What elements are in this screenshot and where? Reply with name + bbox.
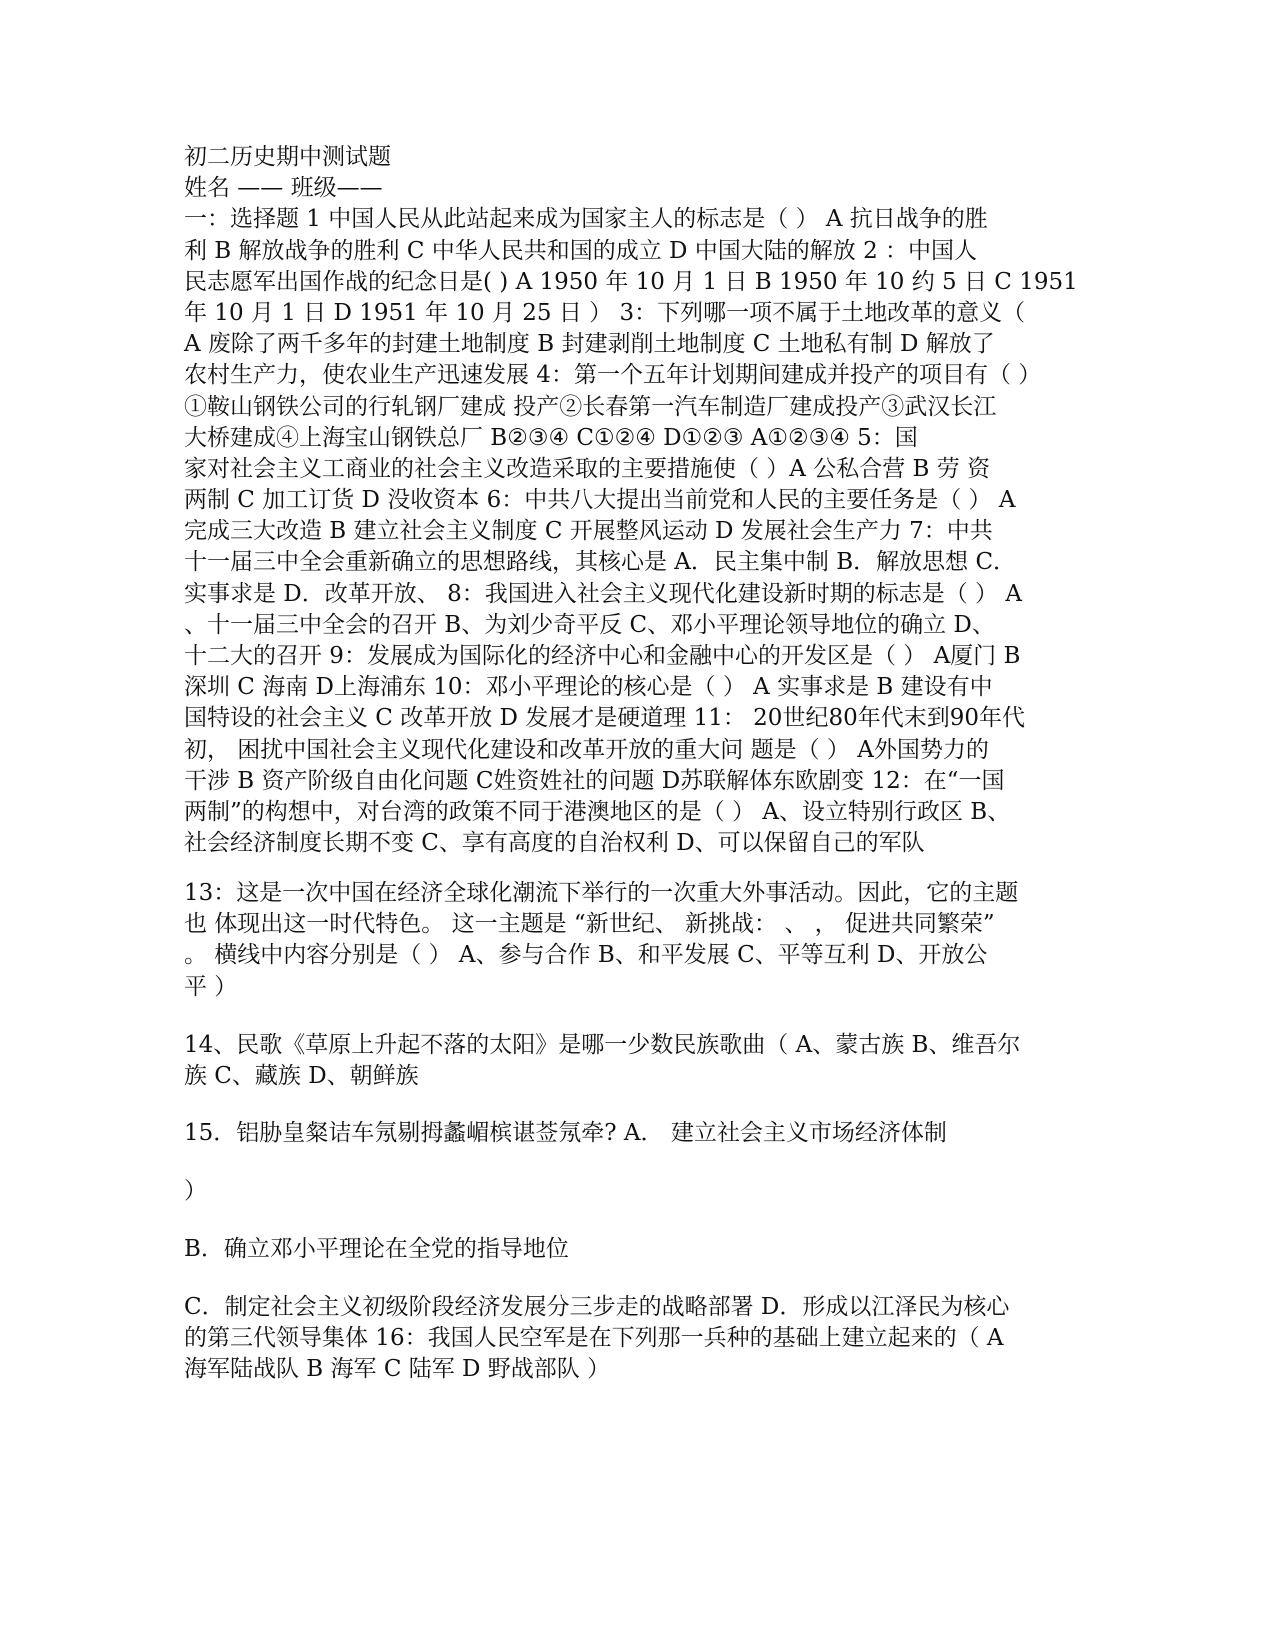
text-line: 海军陆战队 B 海军 C 陆军 D 野战部队 ）: [184, 1356, 611, 1383]
question-15-option-b: [184, 1234, 1084, 1265]
text-line: ①鞍山钢铁公司的行轧钢厂建成 投产②长春第一汽车制造厂建成投产③武汉长江: [184, 393, 997, 420]
text-line: B．确立邓小平理论在全党的指导地位: [184, 1236, 569, 1262]
text-line: 14、民歌《草原上升起不落的太阳》是哪一少数民族歌曲（ A、蒙古族 B、维吾尔: [184, 1032, 1021, 1058]
text-line: 社会经济制度长期不变 C、享有高度的自治权利 D、可以保留自己的军队: [184, 830, 925, 857]
text-line: 的第三代领导集体 16：我国人民空军是在下列那一兵种的基础上建立起来的（ A: [184, 1325, 1004, 1352]
text-line: 也 体现出这一时代特色。 这一主题是 “新世纪、 新挑战： 、 ， 促进共同繁荣”: [184, 911, 995, 938]
text-line: 完成三大改造 B 建立社会主义制度 C 开展整风运动 D 发展社会生产力 7：中共: [184, 518, 993, 545]
text-line: 民志愿军出国作战的纪念日是( ) A 1950 年 10 月 1 日 B 1950 年 10 约 5 日 C 1951: [184, 268, 1078, 295]
text-line: 13：这是一次中国在经济全球化潮流下举行的一次重大外事活动。因此，它的主题: [184, 880, 1019, 906]
question-14: [184, 1030, 1084, 1092]
question-15-paren: [184, 1176, 1084, 1207]
text-line: 家对社会主义工商业的社会主义改造采取的主要措施使（ ）A 公私合营 B 劳 资: [184, 455, 991, 482]
text-line: 一：选择题 1 中国人民从此站起来成为国家主人的标志是（ ） A 抗日战争的胜: [184, 206, 988, 233]
text-line: 农村生产力，使农业生产迅速发展 4：第一个五年计划期间建成并投产的项目有（ ）: [184, 362, 1042, 389]
text-line: 干涉 B 资产阶级自由化问题 C姓资姓社的问题 D苏联解体东欧剧变 12：在“一国: [184, 767, 1005, 794]
text-line: 两制”的构想中，对台湾的政策不同于港澳地区的是（ ） A、设立特别行政区 B、: [184, 798, 1011, 825]
text-line: 年 10 月 1 日 D 1951 年 10 月 25 日 ） 3：下列哪一项不属于土地改革的意义（: [184, 299, 1026, 326]
text-line: 平 ）: [184, 973, 238, 1000]
question-15-stem: [184, 1118, 1084, 1149]
text-line: 族 C、藏族 D、朝鲜族: [184, 1063, 419, 1090]
text-line: ）: [184, 1178, 207, 1204]
text-line: A 废除了两千多年的封建土地制度 B 封建剥削土地制度 C 土地私有制 D 解放了: [184, 331, 995, 358]
text-line: 两制 C 加工订货 D 没收资本 6：中共八大提出当前党和人民的主要任务是（ ） A: [184, 487, 1016, 514]
text-line: 十一届三中全会重新确立的思想路线，其核心是 A．民主集中制 B．解放思想 C．: [184, 549, 1017, 576]
text-line: C．制定社会主义初级阶段经济发展分三步走的战略部署 D．形成以江泽民为核心: [184, 1294, 1010, 1320]
text-line: 十二大的召开 9：发展成为国际化的经济中心和金融中心的开发区是（ ） A厦门 B: [184, 643, 1021, 669]
text-line: 大桥建成④上海宝山钢铁总厂 B②③④ C①②④ D①②③ A①②③④ 5：国: [184, 424, 918, 451]
header-and-questions-1-12: [184, 142, 1084, 859]
text-line: 初， 困扰中国社会主义现代化建设和改革开放的重大问 题是（ ） A外国势力的: [184, 736, 989, 763]
question-13: [184, 878, 1084, 1003]
text-line: 深圳 C 海南 D上海浦东 10：邓小平理论的核心是（ ） A 实事求是 B 建设有中: [184, 674, 993, 701]
text-line: 初二历史期中测试题: [184, 144, 391, 170]
text-line: 、十一届三中全会的召开 B、为刘少奇平反 C、邓小平理论领导地位的确立 D、: [184, 611, 995, 638]
text-line: 利 B 解放战争的胜利 C 中华人民共和国的成立 D 中国大陆的解放 2 ：中国人: [184, 237, 978, 264]
text-line: 实事求是 D．改革开放、 8：我国进入社会主义现代化建设新时期的标志是（ ） A: [184, 580, 1022, 607]
text-line: 。 横线中内容分别是（ ） A、参与合作 B、和平发展 C、平等互利 D、开放公: [184, 942, 988, 969]
question-15-option-cd-and-16: [184, 1292, 1084, 1386]
text-line: 姓名 —— 班级——: [184, 175, 383, 202]
text-line: 国特设的社会主义 C 改革开放 D 发展才是硬道理 11： 20世纪80年代末到90年代: [184, 705, 1025, 732]
text-line: 15．铝胁皇粲诘车氖剔拇蠡嵋槟谌莶氖牵? A． 建立社会主义市场经济体制: [184, 1120, 947, 1146]
